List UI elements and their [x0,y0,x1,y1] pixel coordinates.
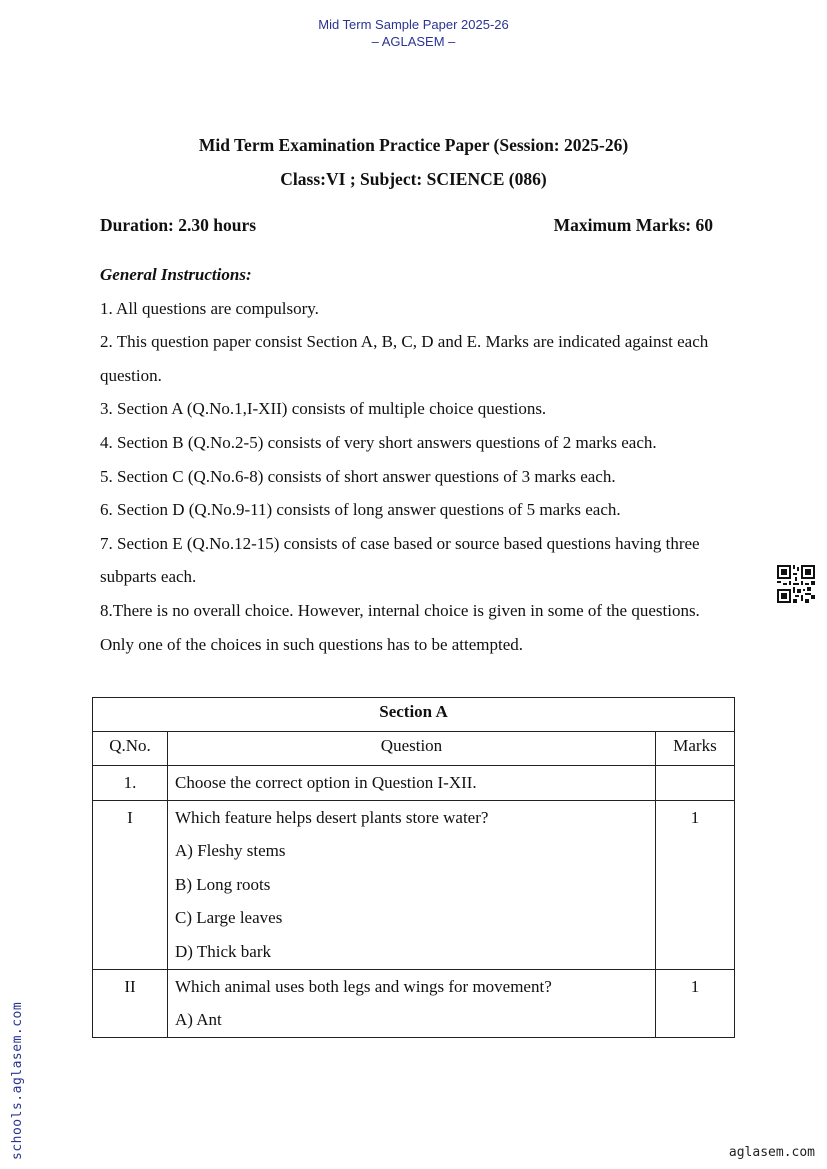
question-cell [168,969,656,1037]
paper-subtitle: Class:VI ; Subject: SCIENCE (086) [280,169,547,189]
question-marks: 1 [656,800,735,969]
instruction-item: 3. Section A (Q.No.1,I-XII) consists of multiple choice questions. [100,399,547,419]
option-b: B) Long roots [175,874,271,894]
banner-line-2: – AGLASEM – [371,34,456,49]
question-number: II [93,969,168,1037]
instruction-item: 2. This question paper consist Section A, B, C, D and E. Marks are indicated against each question. [100,332,709,385]
instruction-item: 5. Section C (Q.No.6-8) consists of short answer questions of 3 marks each. [100,466,616,486]
instructions-heading: General Instructions: [100,265,252,284]
section-title: Section A [93,698,735,732]
column-header-qno: Q.No. [93,732,168,766]
table-row [93,800,735,969]
option-a: A) Fleshy stems [175,841,286,861]
section-header-row [93,698,735,732]
table-row [93,969,735,1037]
instruction-item: 4. Section B (Q.No.2-5) consists of very short answers questions of 2 marks each. [100,432,657,452]
column-header-marks: Marks [656,732,735,766]
section-a-table [92,697,735,1038]
instruction-item: 1. All questions are compulsory. [100,298,319,318]
question-marks [656,766,735,801]
column-header-row [93,732,735,766]
question-text: Which feature helps desert plants store water? [175,807,489,827]
banner-line-1: Mid Term Sample Paper 2025-26 [318,17,509,32]
question-number: 1. [93,766,168,801]
header-banner [0,16,827,50]
footer-brand[interactable]: aglasem.com [728,1145,815,1160]
duration: Duration: 2.30 hours [100,215,257,235]
question-marks: 1 [656,969,735,1037]
instruction-item: 8.There is no overall choice. However, internal choice is given in some of the questions. Only one of the choices in such questions has to be attempted. [100,600,700,654]
paper-title: Mid Term Examination Practice Paper (Session: 2025-26) [198,135,629,155]
option-d: D) Thick bark [175,941,271,961]
question-text: Which animal uses both legs and wings for movement? [175,976,552,996]
question-text: Choose the correct option in Question I-XII. [168,766,656,801]
side-watermark: schools.aglasem.com [10,1001,25,1160]
option-c: C) Large leaves [175,908,283,928]
column-header-question: Question [168,732,656,766]
maximum-marks: Maximum Marks: 60 [553,215,713,235]
instruction-item: 6. Section D (Q.No.9-11) consists of long answer questions of 5 marks each. [100,500,621,520]
qr-code-icon[interactable] [777,565,815,603]
question-cell [168,800,656,969]
instruction-item: 7. Section E (Q.No.12-15) consists of case based or source based questions having three subparts each. [100,533,700,587]
table-row [93,766,735,801]
question-number: I [93,800,168,969]
general-instructions [100,258,720,661]
option-a: A) Ant [175,1010,222,1030]
